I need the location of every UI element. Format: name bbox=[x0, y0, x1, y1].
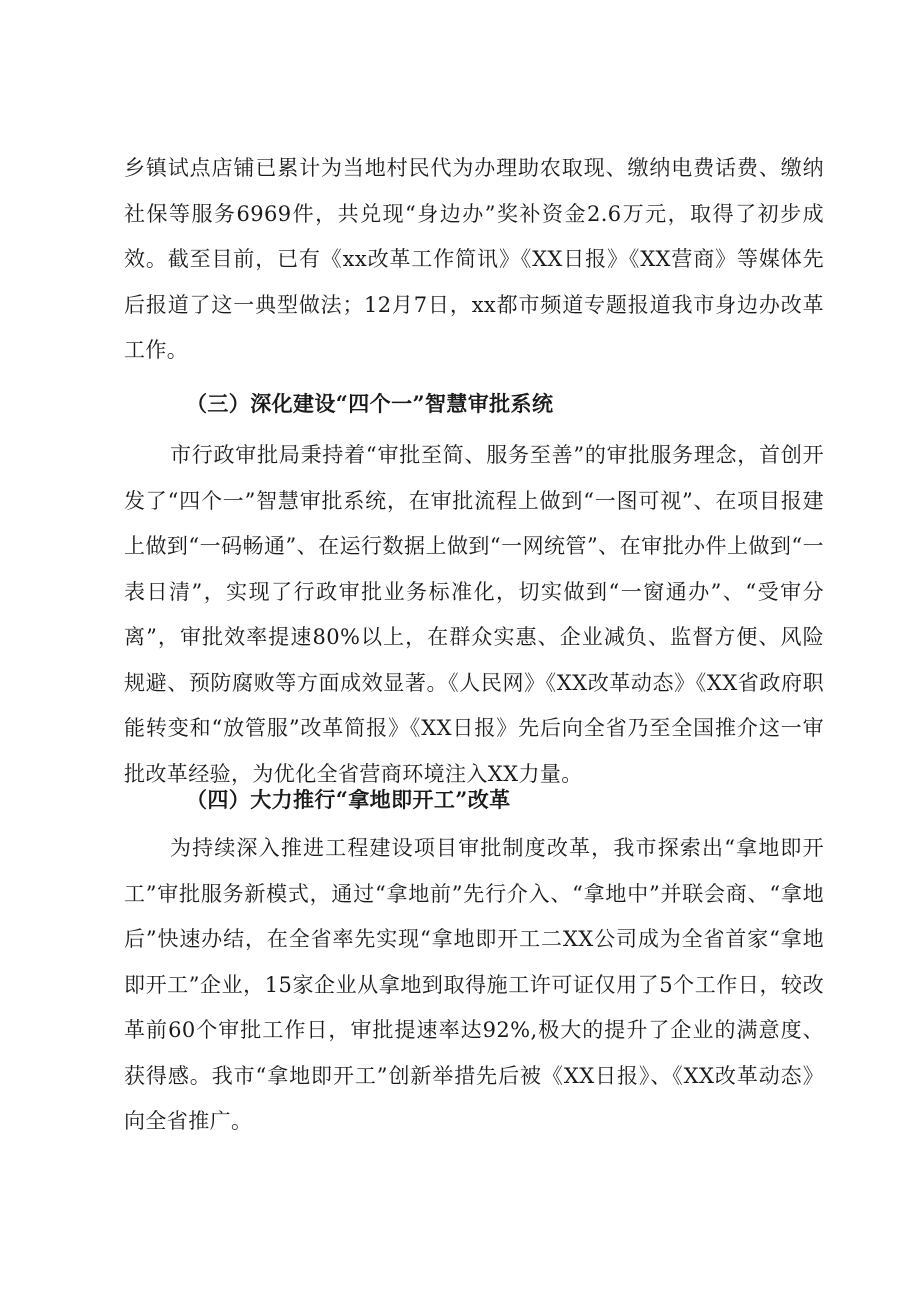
section-heading-4: （四）大力推行“拿地即开工”改革 bbox=[186, 787, 511, 812]
paragraph-continuation: 乡镇试点店铺已累计为当地村民代为办理助农取现、缴纳电费话费、缴纳社保等服务6969件，共兑现“身边办”奖补资金2.6万元，取得了初步成效。截至目前，已有《xx改革工作简讯》《XX日报》《XX营商》等媒体先后报道了这一典型做法；12月7日，xx都市频道专题报道我市身边办改革工作。 bbox=[124, 156, 824, 362]
paragraph-land-start: 为持续深入推进工程建设项目审批制度改革，我市探索出“拿地即开工”审批服务新模式，通过“拿地前”先行介入、“拿地中”并联会商、“拿地后”快速办结，在全省率先实现“拿地即开工二XX公司成为全省首家“拿地即开工”企业，15家企业从拿地到取得施工许可证仅用了5个工作日，较改革前60个审批工作日，审批提速率达92%,极大的提升了企业的满意度、获得感。我市“拿地即开工”创新举措先后被《XX日报》、《XX改革动态》向全省推广。 bbox=[124, 836, 824, 1133]
paragraph-smart-approval: 市行政审批局秉持着“审批至简、服务至善”的审批服务理念，首创开发了“四个一”智慧审批系统，在审批流程上做到“一图可视”、在项目报建上做到“一码畅通”、在运行数据上做到“一网统管”、在审批办件上做到“一表日清”，实现了行政审批业务标准化，切实做到“一窗通办”、“受审分离”，审批效率提速80%以上，在群众实惠、企业减负、监督方便、风险规避、预防腐败等方面成效显著。《人民网》《XX改革动态》《XX省政府职能转变和“放管服”改革简报》《XX日报》先后向全省乃至全国推介这一审批改革经验，为优化全省营商环境注入XX力量。 bbox=[124, 443, 824, 786]
section-heading-3: （三）深化建设“四个一”智慧审批系统 bbox=[186, 391, 554, 416]
